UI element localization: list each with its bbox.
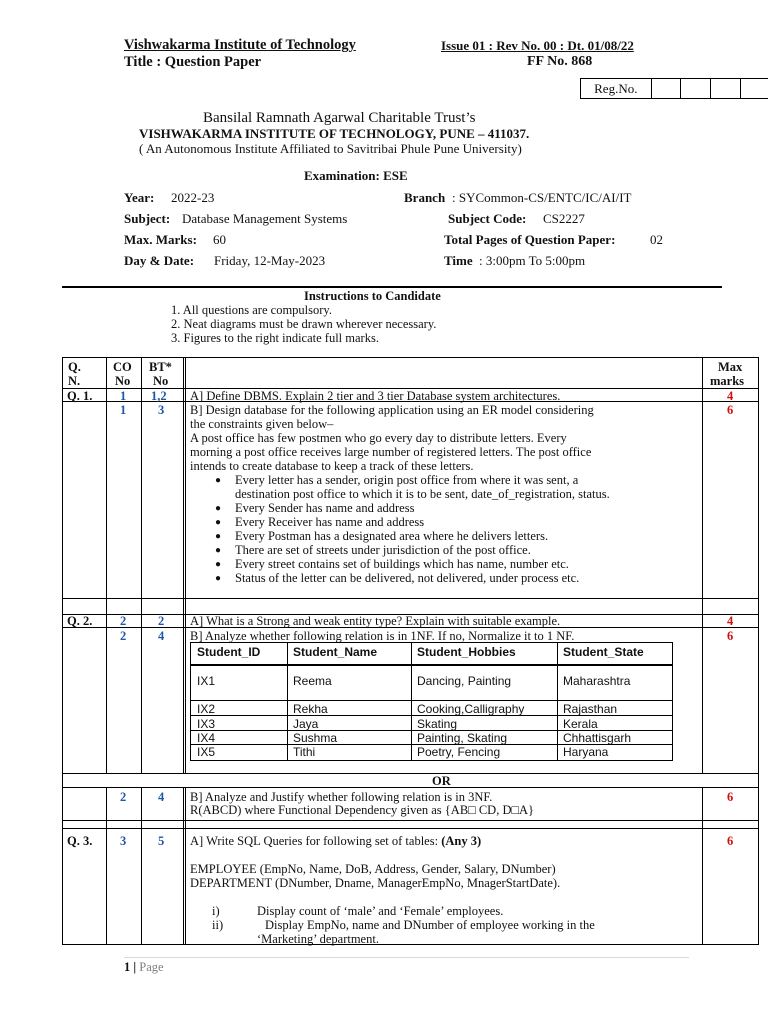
bullet-item: Status of the letter can be delivered, not delivered, under process etc. (235, 571, 580, 585)
day-date-value: Friday, 12-May-2023 (214, 253, 326, 268)
col-head-qn: Q. (68, 360, 81, 374)
employee-schema: EMPLOYEE (EmpNo, Name, DoB, Address, Gender, Salary, DNumber) (190, 862, 556, 876)
page-footer (124, 960, 164, 974)
relation-table-border (191, 700, 672, 701)
question-text: intends to create database to keep a track of these letters. (190, 459, 474, 473)
relation-header: Student_Hobbies (417, 645, 516, 659)
question-text: A] What is a Strong and weak entity type? Explain with suitable example. (190, 614, 561, 628)
footer-rule (124, 957, 689, 958)
bullet-item: Every letter has a sender, origin post office from where it was sent, a (235, 473, 579, 487)
relation-table-border (557, 643, 558, 760)
time-label: Time (444, 253, 473, 268)
co-value: 2 (120, 629, 127, 643)
table-border (185, 787, 186, 945)
max-marks-label: Max. Marks: (124, 232, 197, 247)
relation-cell: Cooking,Calligraphy (417, 702, 525, 716)
table-border (62, 820, 759, 821)
relation-cell: IX1 (197, 674, 216, 688)
col-head-marks: Max (718, 360, 743, 374)
marks-value: 6 (727, 629, 734, 643)
relation-cell: Skating (417, 717, 458, 731)
bullet-icon: ● (215, 503, 222, 514)
table-border (106, 787, 107, 945)
question-text: morning a post office receives large number of registered letters. The post office (190, 445, 592, 459)
header-rule (62, 286, 722, 288)
department-schema: DEPARTMENT (DNumber, Dname, ManagerEmpNo, MnagerStartDate). (190, 876, 561, 890)
question-text: the constraints given below– (190, 417, 334, 431)
relation-cell: Rekha (293, 702, 328, 716)
page-number: 1 | (124, 960, 140, 974)
table-border (62, 357, 759, 358)
relation-cell: Kerala (563, 717, 598, 731)
table-border (62, 828, 759, 829)
max-marks-value: 60 (213, 232, 226, 247)
table-border (185, 357, 186, 773)
instruction-item: 2. Neat diagrams must be drawn wherever necessary. (171, 317, 437, 331)
table-border (62, 773, 759, 774)
question-text: A post office has few postmen who go every day to distribute letters. Every (190, 431, 567, 445)
co-value: 1 (120, 389, 127, 403)
bt-value: 1,2 (151, 389, 167, 403)
bullet-icon: ● (215, 559, 222, 570)
relation-cell: IX5 (197, 745, 216, 759)
bullet-item: There are set of streets under jurisdiction of the post office. (235, 543, 531, 557)
table-border (141, 787, 142, 945)
reg-no-cell[interactable] (711, 79, 741, 98)
or-separator: OR (432, 774, 451, 788)
instruction-item: 3. Figures to the right indicate full marks. (171, 331, 379, 345)
co-value: 2 (120, 790, 127, 804)
question-text: B] Analyze whether following relation is in 1NF. If no, Normalize it to 1 NF. (190, 629, 575, 643)
instructions-title: Instructions to Candidate (304, 289, 441, 303)
year-label: Year: (124, 190, 155, 205)
relation-cell: IX3 (197, 717, 216, 731)
institute-name: Vishwakarma Institute of Technology (124, 37, 356, 53)
question-text: B] Design database for the following application using an ER model considering (190, 403, 594, 417)
issue-info: Issue 01 : Rev No. 00 : Dt. 01/08/22 (441, 38, 634, 53)
relation-table-border (411, 643, 412, 760)
bullet-item: destination post office to which it is to be sent, date_of_registration, status. (235, 487, 610, 501)
reg-no-cell[interactable] (741, 79, 768, 98)
relation-cell: Haryana (563, 745, 609, 759)
relation-cell: Tithi (293, 745, 316, 759)
branch-value: : SYCommon-CS/ENTC/IC/AI/IT (452, 190, 632, 205)
relation-cell: IX2 (197, 702, 216, 716)
question-text-main: A] Write SQL Queries for following set of tables: (190, 834, 442, 848)
examination-type: Examination: ESE (304, 168, 408, 183)
col-head-co: No (115, 374, 131, 388)
subject-value: Database Management Systems (182, 211, 348, 226)
reg-no-cell[interactable] (681, 79, 711, 98)
sub-question-text: Display count of ‘male’ and ‘Female’ employees. (257, 904, 504, 918)
relation-cell: Poetry, Fencing (417, 745, 501, 759)
col-head-bt: BT* (149, 360, 172, 374)
question-number: Q. 2. (67, 614, 93, 628)
question-text (190, 834, 481, 848)
co-value: 3 (120, 834, 127, 848)
time-value: : 3:00pm To 5:00pm (479, 253, 586, 268)
instruction-item: 1. All questions are compulsory. (171, 303, 332, 317)
subject-label: Subject: (124, 211, 171, 226)
bullet-icon: ● (215, 517, 222, 528)
relation-cell: Sushma (293, 731, 338, 745)
doc-title: Title : Question Paper (124, 54, 262, 70)
affiliation: ( An Autonomous Institute Affiliated to Savitribai Phule Pune University) (139, 141, 522, 156)
student-relation-table (190, 642, 673, 761)
co-value: 1 (120, 403, 127, 417)
reg-no-cell[interactable] (652, 79, 682, 98)
table-border (106, 357, 107, 773)
bullet-item: Every street contains set of buildings which has name, number etc. (235, 557, 569, 571)
bullet-icon: ● (215, 475, 222, 486)
table-border (758, 357, 759, 945)
sub-question-number: i) (212, 904, 220, 918)
subject-code-value: CS2227 (543, 211, 585, 226)
bullet-item: Every Sender has name and address (235, 501, 415, 515)
relation-cell: IX4 (197, 731, 216, 745)
reg-no-label: Reg.No. (581, 79, 652, 98)
relation-table-border (191, 664, 672, 666)
relation-header: Student_State (563, 645, 644, 659)
question-text: R(ABCD) where Functional Dependency given as {AB□ CD, D□A} (190, 803, 535, 817)
sub-question-text: Display EmpNo, name and DNumber of employee working in the (265, 918, 595, 932)
question-text: B] Analyze and Justify whether following relation is in 3NF. (190, 790, 493, 804)
relation-table-border (287, 643, 288, 760)
bullet-icon: ● (215, 531, 222, 542)
table-border (62, 598, 759, 599)
question-text: A] Define DBMS. Explain 2 tier and 3 tier Database system architectures. (190, 389, 561, 403)
institute-full-name: VISHWAKARMA INSTITUTE OF TECHNOLOGY, PUNE – 411037. (139, 126, 530, 141)
relation-cell: Maharashtra (563, 674, 631, 688)
bt-value: 4 (158, 629, 165, 643)
page-word: Page (139, 960, 164, 974)
relation-cell: Chhattisgarh (563, 731, 632, 745)
table-border (183, 787, 184, 945)
marks-value: 6 (727, 834, 734, 848)
question-number: Q. 1. (67, 389, 93, 403)
relation-header: Student_Name (293, 645, 378, 659)
co-value: 2 (120, 614, 127, 628)
bullet-item: Every Receiver has name and address (235, 515, 425, 529)
bt-value: 3 (158, 403, 165, 417)
relation-cell: Reema (293, 674, 332, 688)
table-border (62, 944, 759, 945)
relation-cell: Rajasthan (563, 702, 618, 716)
bt-value: 4 (158, 790, 165, 804)
col-head-co: CO (113, 360, 132, 374)
total-pages-label: Total Pages of Question Paper: (444, 232, 616, 247)
ff-number: FF No. 868 (527, 54, 593, 69)
any-3-note: (Any 3) (441, 834, 482, 848)
table-border (702, 357, 703, 773)
table-border (62, 357, 63, 945)
table-border (62, 787, 759, 788)
sub-question-text: ‘Marketing’ department. (257, 932, 379, 946)
total-pages-value: 02 (650, 232, 663, 247)
branch-label: Branch (404, 190, 446, 205)
question-number: Q. 3. (67, 834, 93, 848)
relation-cell: Dancing, Painting (417, 674, 512, 688)
year-value: 2022-23 (171, 190, 215, 205)
trust-name: Bansilal Ramnath Agarwal Charitable Trust’s (203, 110, 476, 126)
bullet-icon: ● (215, 545, 222, 556)
bt-value: 5 (158, 834, 165, 848)
table-border (141, 357, 142, 773)
table-border (702, 787, 703, 945)
day-date-label: Day & Date: (124, 253, 195, 268)
col-head-bt: No (153, 374, 169, 388)
marks-value: 6 (727, 790, 734, 804)
marks-value: 4 (727, 389, 734, 403)
col-head-qn: N. (68, 374, 81, 388)
bullet-icon: ● (215, 573, 222, 584)
relation-cell: Painting, Skating (417, 731, 508, 745)
relation-header: Student_ID (197, 645, 261, 659)
reg-no-box (580, 78, 768, 99)
subject-code-label: Subject Code: (448, 211, 527, 226)
col-head-marks: marks (710, 374, 745, 388)
marks-value: 6 (727, 403, 734, 417)
sub-question-number: ii) (212, 918, 224, 932)
bt-value: 2 (158, 614, 165, 628)
bullet-item: Every Postman has a designated area where he delivers letters. (235, 529, 549, 543)
relation-cell: Jaya (293, 717, 319, 731)
marks-value: 4 (727, 614, 734, 628)
table-border (183, 357, 184, 773)
